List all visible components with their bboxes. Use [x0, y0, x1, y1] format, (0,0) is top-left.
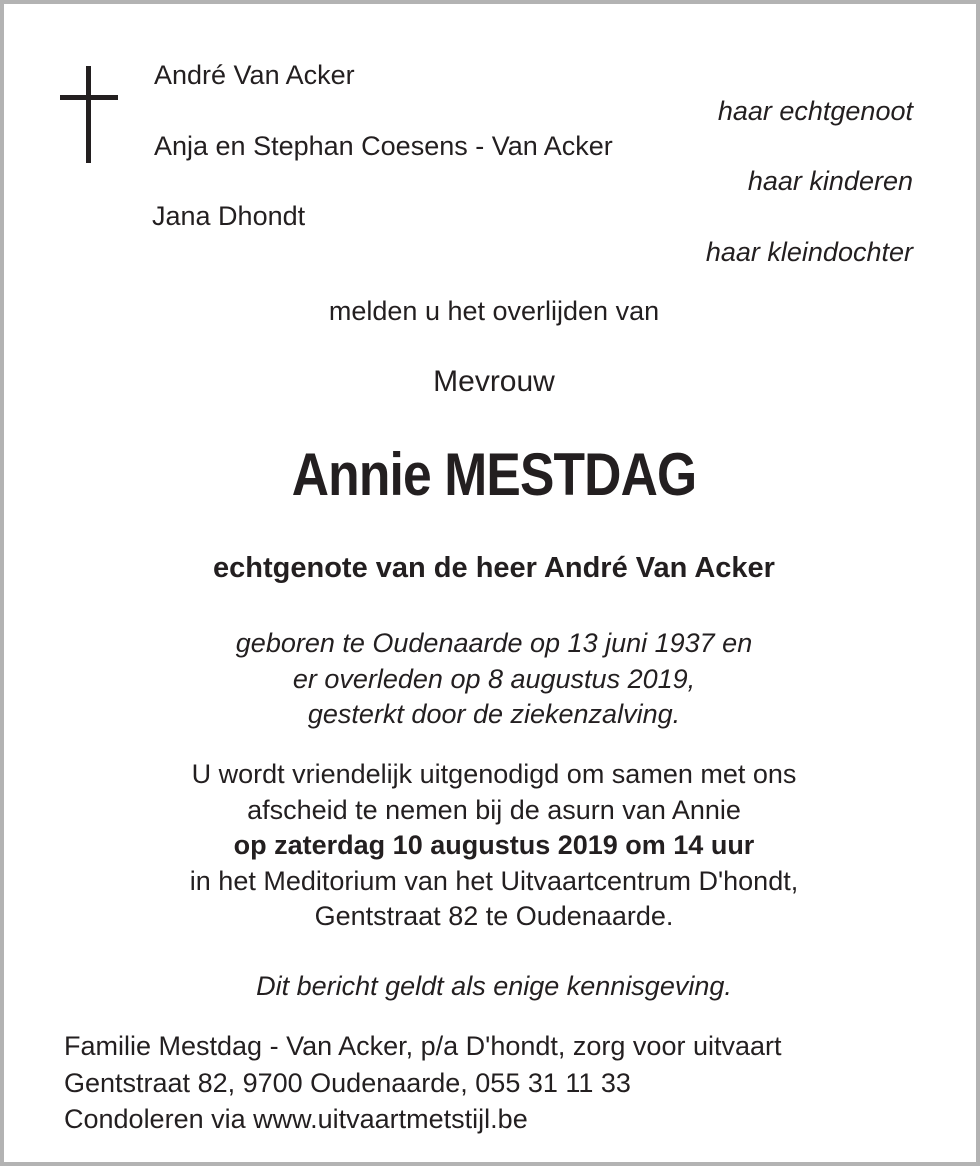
invitation-date: op zaterdag 10 augustus 2019 om 14 uur — [233, 830, 755, 860]
title: Mevrouw — [433, 365, 555, 398]
family-relation-2: haar kinderen — [747, 166, 913, 196]
birth-death-line-2: er overleden op 8 augustus 2019, — [292, 663, 696, 694]
cross-icon — [60, 66, 118, 163]
footer-line-3: Condoleren via www.uitvaartmetstijl.be — [64, 1104, 528, 1134]
invitation-line-2: afscheid te nemen bij de asurn van Annie — [247, 794, 741, 825]
family-name-2: Anja en Stephan Coesens - Van Acker — [154, 131, 613, 161]
invitation-line-5: Gentstraat 82 te Oudenaarde. — [314, 901, 674, 931]
spouse-line: echtgenote van de heer André Van Acker — [213, 552, 775, 584]
invitation-line-4: in het Meditorium van het Uitvaartcentrum D'hondt, — [189, 865, 799, 896]
birth-death-line-3: gesterkt door de ziekenzalving. — [307, 699, 681, 729]
birth-death-line-1: geboren te Oudenaarde op 13 juni 1937 en — [235, 628, 753, 658]
family-relation-3: haar kleindochter — [705, 237, 913, 267]
invitation-line-1: U wordt vriendelijk uitgenodigd om samen met ons — [191, 759, 797, 789]
birth-death-block — [4, 626, 980, 733]
notice-line: Dit bericht geldt als enige kennisgeving. — [256, 971, 732, 1001]
footer-block — [64, 1028, 782, 1138]
footer-line-2: Gentstraat 82, 9700 Oudenaarde, 055 31 11 33 — [64, 1067, 631, 1098]
footer-line-1: Familie Mestdag - Van Acker, p/a D'hondt, zorg voor uitvaart — [64, 1031, 782, 1061]
family-relation-1: haar echtgenoot — [717, 96, 913, 126]
deceased-name: Annie MESTDAG — [291, 441, 697, 508]
family-name-3: Jana Dhondt — [152, 201, 306, 231]
announcement: melden u het overlijden van — [328, 296, 660, 326]
family-name-1: André Van Acker — [154, 60, 355, 90]
invitation-block — [4, 757, 980, 935]
